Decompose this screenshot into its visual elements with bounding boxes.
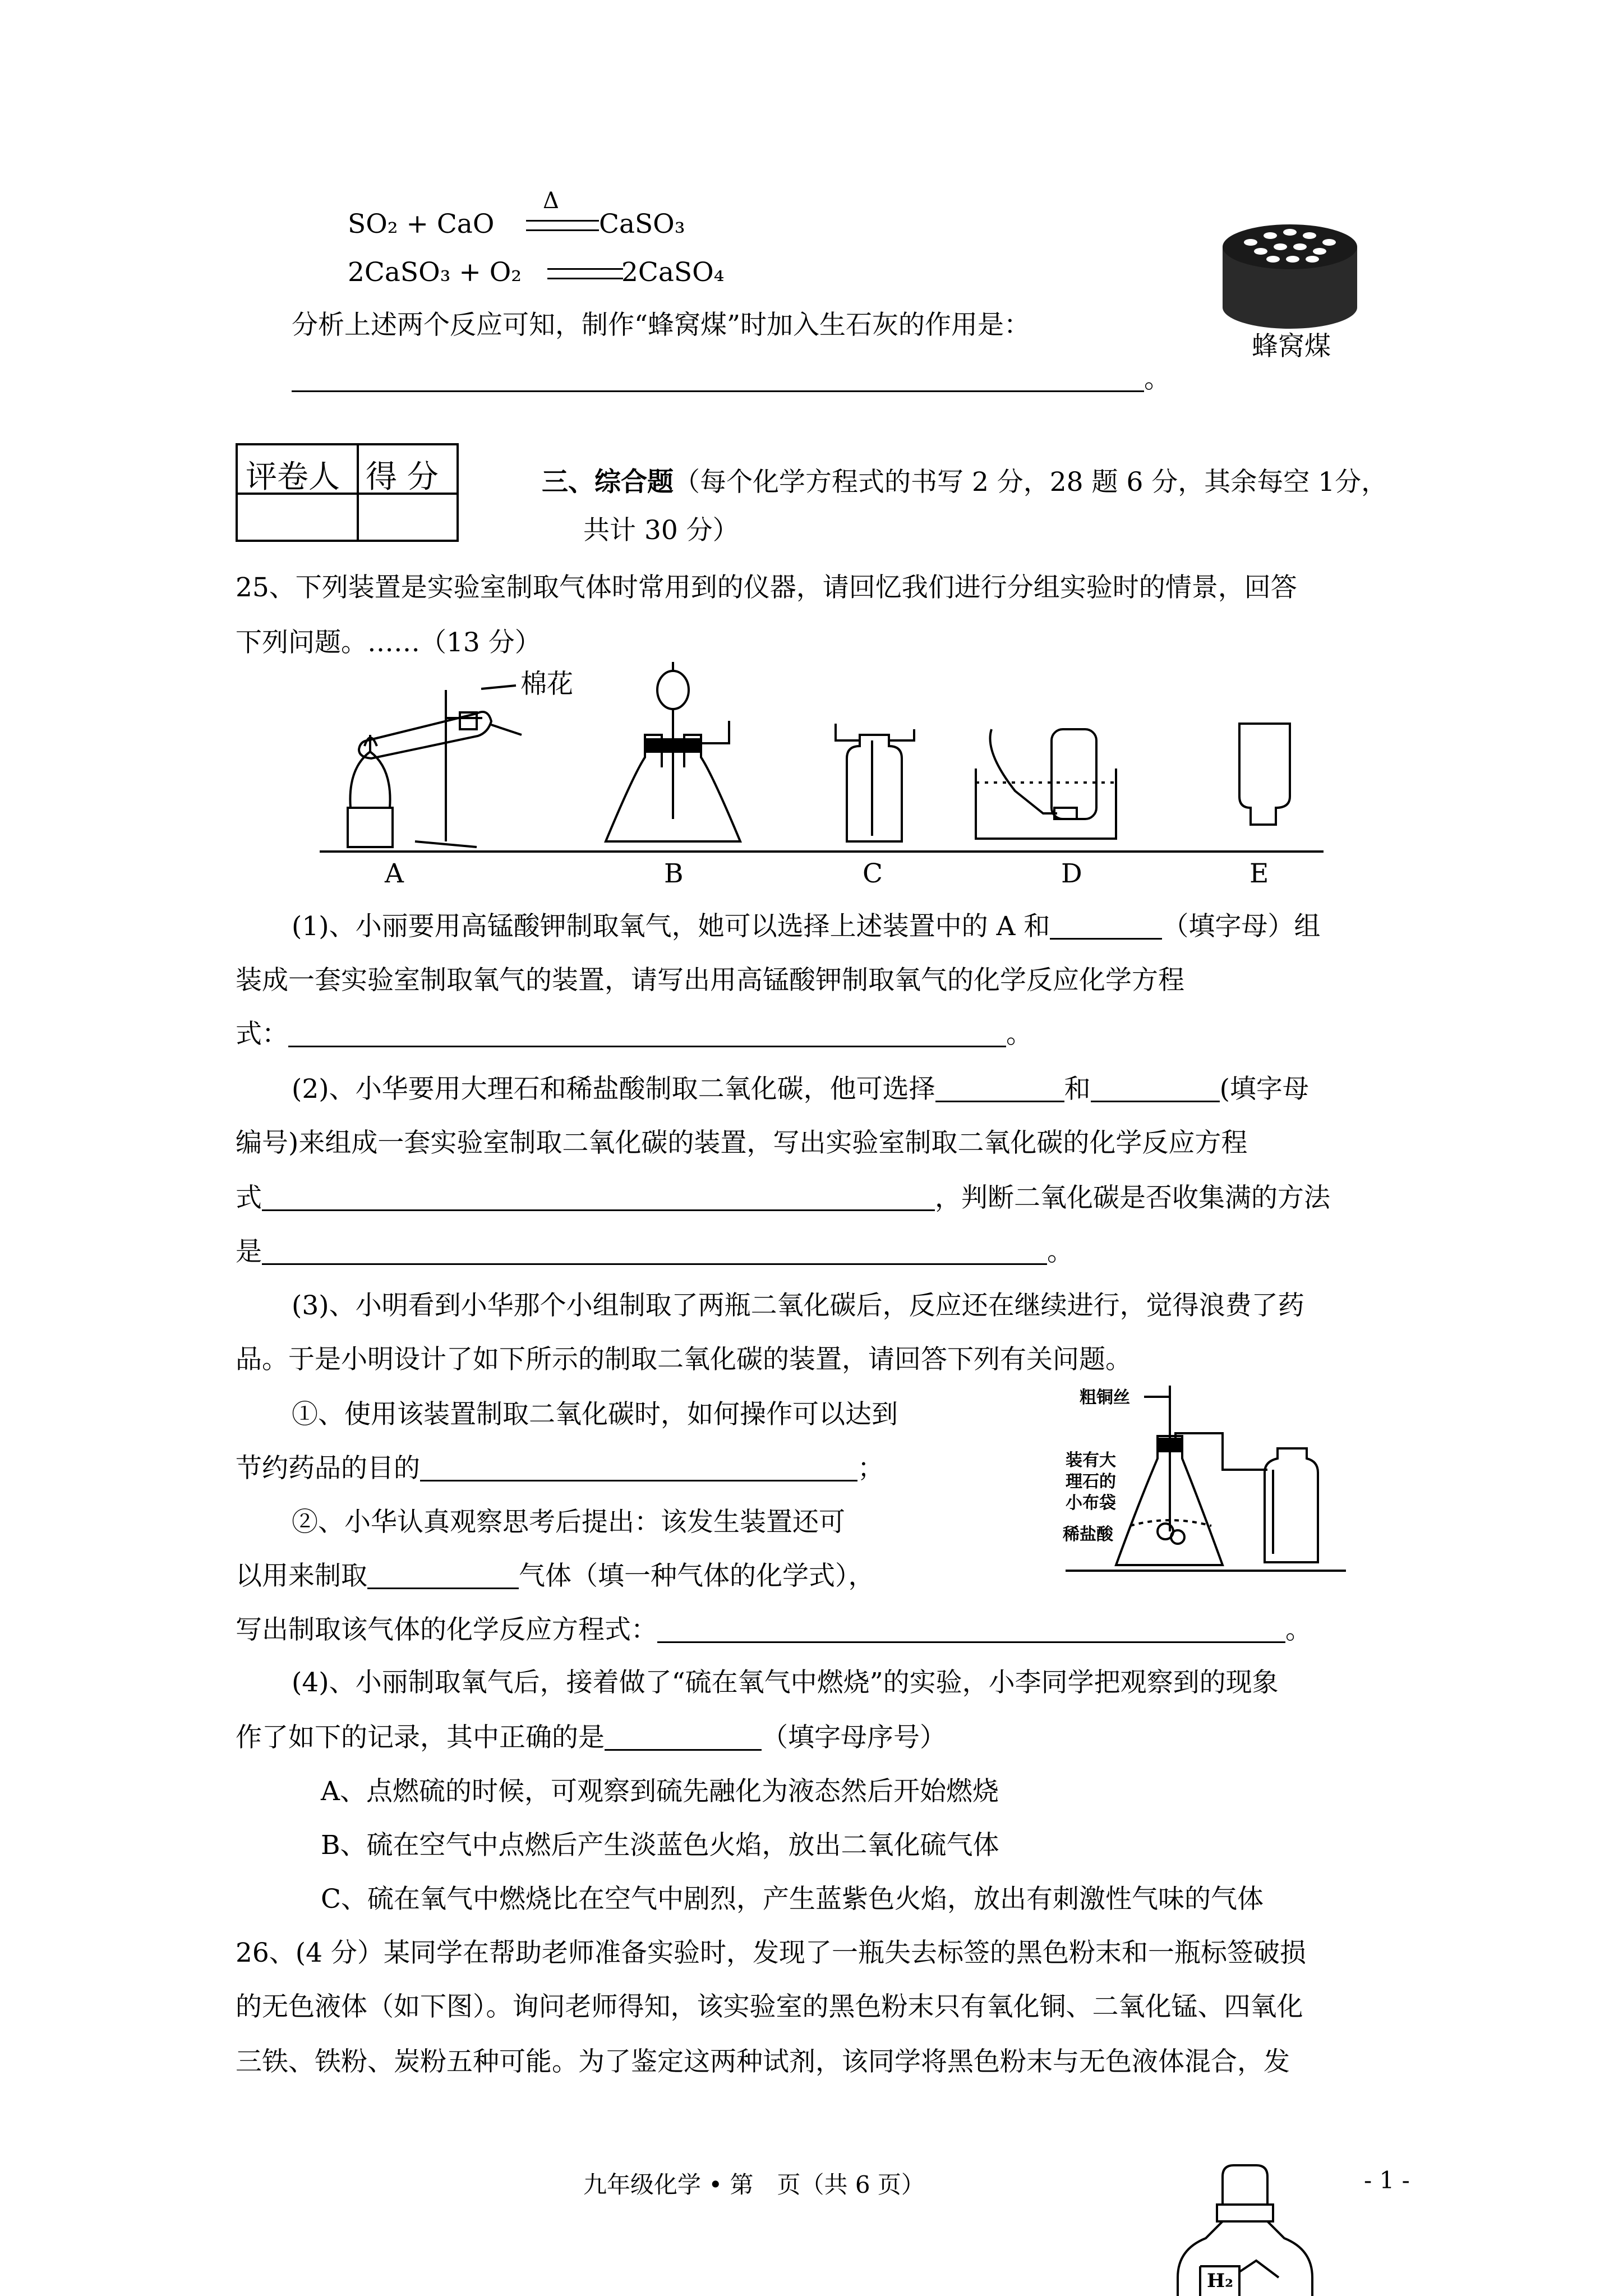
q25-p3-line1: (3)、小明看到小华那个小组制取了两瓶二氧化碳后，反应还在继续进行，觉得浪费了药 (292, 1290, 1304, 1321)
apparatus-label-b: B (664, 858, 684, 889)
text: (2)、小华要用大理石和稀盐酸制取二氧化碳，他可选择 (292, 1074, 935, 1105)
text: ，判断二氧化碳是否收集满的方法 (935, 1182, 1330, 1213)
equation-1-left: SO₂ + CaO (348, 209, 495, 240)
text: （填字母）组 (1162, 911, 1321, 942)
text: 式 (236, 1182, 262, 1213)
equation-1-condition: Δ (543, 188, 559, 214)
text: ； (857, 1453, 884, 1484)
bottle-label: H₂ (1207, 2270, 1234, 2292)
text: 写出制取该气体的化学反应方程式： (236, 1614, 657, 1645)
option-b: B、硫在空气中点燃后产生淡蓝色火焰，放出二氧化硫气体 (321, 1830, 999, 1861)
q26-line1: 26、(4 分）某同学在帮助老师准备实验时，发现了一瓶失去标签的黑色粉末和一瓶标签破损 (236, 1938, 1306, 1968)
q25-p2-line2: 编号)来组成一套实验室制取二氧化碳的装置，写出实验室制取二氧化碳的化学反应方程 (236, 1128, 1248, 1158)
q25-p3-q2-line1: ②、小华认真观察思考后提出：该发生装置还可 (292, 1507, 845, 1538)
footer-center: 九年级化学 • 第 页（共 6 页） (583, 2171, 925, 2198)
text: 气体（填一种气体的化学式）， (519, 1561, 875, 1591)
grader-reviewer-label: 评卷人 (246, 459, 340, 495)
text: 是 (236, 1236, 262, 1267)
q25-p4-line1: (4)、小丽制取氧气后，接着做了“硫在氧气中燃烧”的实验，小李同学把观察到的现象 (292, 1667, 1279, 1698)
section3-note: （每个化学方程式的书写 2 分，28 题 6 分，其余每空 1分， (674, 467, 1388, 498)
apparatus-label-a: A (385, 858, 404, 889)
section3-note-2: 共计 30 分） (583, 515, 739, 546)
apparatus-label-d: D (1061, 858, 1082, 889)
device-label-acid: 稀盐酸 (1063, 1525, 1113, 1544)
page-number: - 1 - (1364, 2166, 1410, 2194)
text: (1)、小丽要用高锰酸钾制取氧气，她可以选择上述装置中的 A 和 (292, 911, 1050, 942)
text: 以用来制取 (236, 1561, 367, 1591)
equation-1-right: CaSO₃ (599, 209, 685, 240)
grader-score-label: 得 分 (366, 459, 439, 495)
text: (填字母 (1219, 1074, 1309, 1105)
text: 装有大 (1066, 1451, 1116, 1470)
q25-p3-line2: 品。于是小明设计了如下所示的制取二氧化碳的装置，请回答下列有关问题。 (236, 1344, 1132, 1375)
q25-intro-2: 下列问题。……（13 分） (236, 627, 541, 658)
q25-p1-line2: 装成一套实验室制取氧气的装置，请写出用高锰酸钾制取氧气的化学反应化学方程 (236, 965, 1184, 996)
q25-intro-1: 25、下列装置是实验室制取气体时常用到的仪器，请回忆我们进行分组实验时的情景，回答 (236, 572, 1297, 603)
q26-line3: 三铁、铁粉、炭粉五种可能。为了鉴定这两种试剂，该同学将黑色粉末与无色液体混合，发 (236, 2046, 1290, 2077)
cotton-label: 棉花 (520, 669, 573, 700)
equation-2-right: 2CaSO₄ (621, 257, 725, 288)
text: 。 (1047, 1236, 1073, 1267)
text: 节约药品的目的 (236, 1453, 420, 1484)
device-label-wire: 粗铜丝 (1080, 1388, 1130, 1407)
option-a: A、点燃硫的时候，可观察到硫先融化为液态然后开始燃烧 (321, 1776, 999, 1807)
text: 式： (236, 1019, 288, 1050)
text: 。 (1285, 1614, 1312, 1645)
text: 和 (1064, 1074, 1091, 1105)
text: 小布袋 (1066, 1493, 1116, 1513)
section3-title: 三、综合题 (542, 467, 674, 498)
text: 。 (1006, 1019, 1032, 1050)
option-c: C、硫在氧气中燃烧比在空气中剧烈，产生蓝紫色火焰，放出有刺激性气味的气体 (321, 1884, 1264, 1915)
equation-2-left: 2CaSO₃ + O₂ (348, 257, 522, 288)
text: 作了如下的记录，其中正确的是 (236, 1722, 605, 1753)
sentence-end: 。 (1144, 364, 1170, 394)
briquette-caption: 蜂窝煤 (1252, 331, 1331, 362)
q24-analysis: 分析上述两个反应可知，制作“蜂窝煤”时加入生石灰的作用是： (292, 310, 1031, 341)
q26-line2: 的无色液体（如下图）。询问老师得知，该实验室的黑色粉末只有氧化铜、二氧化锰、四氧化 (236, 1991, 1303, 2022)
q25-p3-q1-line1: ①、使用该装置制取二氧化碳时，如何操作可以达到 (292, 1399, 898, 1430)
text: （填字母序号） (762, 1722, 946, 1753)
text: 理石的 (1066, 1472, 1116, 1492)
apparatus-label-c: C (863, 858, 883, 889)
apparatus-label-e: E (1249, 858, 1269, 889)
